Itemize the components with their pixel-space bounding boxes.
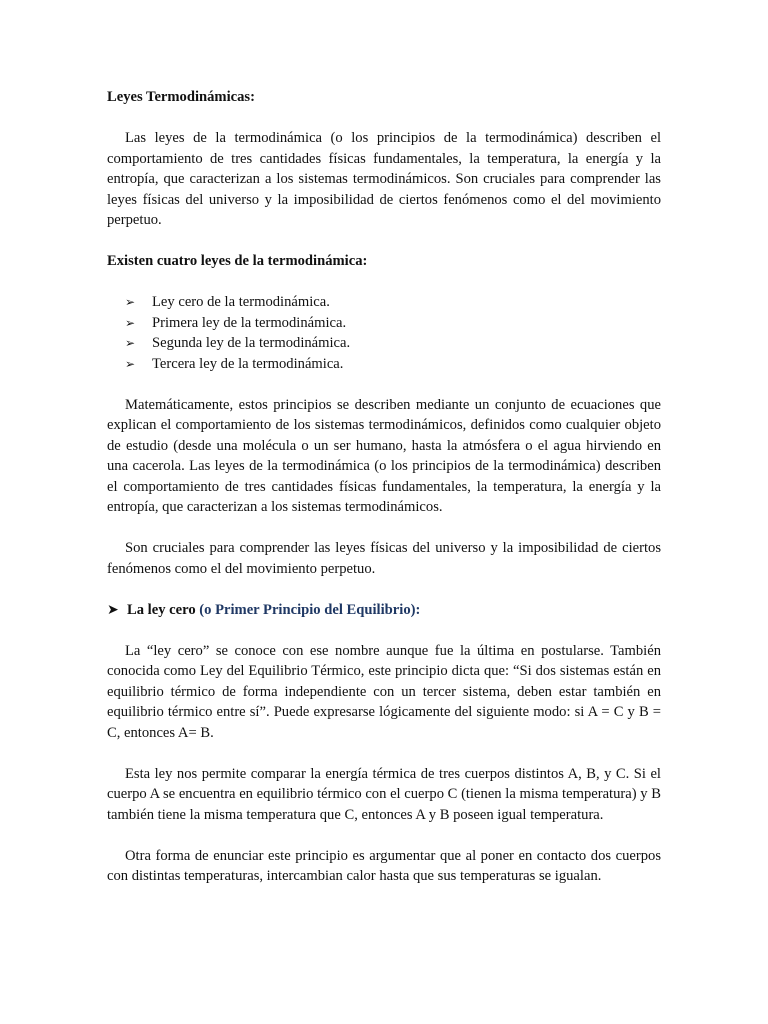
universe-paragraph: Son cruciales para comprender las leyes físicas del universo y la imposibilidad de ciertos fenómenos como el del movimiento perpetuo.: [107, 540, 661, 577]
zero-law-alternate-paragraph: Otra forma de enunciar este principio es argumentar que al poner en contacto dos cuerpos con distintas temperaturas, intercambian calor hasta que sus temperaturas se igualan.: [107, 847, 661, 884]
laws-subtitle: Existen cuatro leyes de la termodinámica:: [107, 253, 368, 269]
list-item-label: Tercera ley de la termodinámica.: [152, 355, 344, 372]
zero-law-definition-paragraph: La “ley cero” se conoce con ese nombre aunque fue la última en postularse. También conocida como Ley del Equilibrio Térmico, este principio dicta que: “Si dos sistemas están en equilibrio térmico de forma independiente con un tercer sistema, deben estar también en equilibrio térmico entre sí”. Puede expresarse lógicamente del siguiente modo: si A = C y B = C, entonces A= B.: [107, 642, 661, 741]
zero-law-heading: [107, 600, 661, 621]
list-item: [107, 333, 661, 354]
list-item-label: Primera ley de la termodinámica.: [152, 314, 347, 331]
list-item-label: Ley cero de la termodinámica.: [152, 294, 330, 310]
arrowhead-bullet-icon: ➢: [125, 315, 136, 330]
intro-paragraph: Las leyes de la termodinámica (o los principios de la termodinámica) describen el comportamiento de tres cantidades físicas fundamentales, la temperatura, la energía y la entropía, que caracterizan a los sistemas termodinámicos. Son cruciales para comprender las leyes físicas del universo y la imposibilidad de ciertos fenómenos como el del movimiento perpetuo.: [107, 130, 661, 228]
laws-list: [107, 292, 661, 374]
math-paragraph: Matemáticamente, estos principios se describen mediante un conjunto de ecuaciones que explican el comportamiento de los sistemas termodinámicos, definidos como cualquier objeto de estudio (desde una molécula o un ser humano, hasta la atmósfera o el agua hirviendo en una cacerola. Las leyes de la termodinámica (o los principios de la termodinámica) describen el comportamiento de tres cantidades físicas fundamentales, la temperatura, la energía y la entropía, que caracterizan a los sistemas termodinámicos.: [107, 396, 661, 515]
arrowhead-bullet-icon: ➢: [125, 356, 136, 371]
list-item: [107, 292, 661, 313]
arrowhead-bullet-icon: ➢: [125, 295, 136, 309]
arrowhead-bullet-icon: ➢: [125, 336, 136, 350]
arrowhead-bullet-icon: ➤: [107, 601, 119, 618]
zero-law-heading-main: La ley cero: [127, 601, 196, 618]
zero-law-comparison-paragraph: Esta ley nos permite comparar la energía térmica de tres cuerpos distintos A, B, y C. Si el cuerpo A se encuentra en equilibrio térmico con el cuerpo C (tienen la misma temperatura) y B también tiene la misma temperatura que C, entonces A y B poseen igual temperatura.: [107, 765, 661, 823]
zero-law-heading-highlight: (o Primer Principio del Equilibrio): [199, 601, 416, 618]
document-title: Leyes Termodinámicas:: [107, 89, 255, 105]
list-item: [107, 354, 661, 375]
document-page: [107, 87, 661, 907]
list-item: [107, 313, 661, 334]
list-item-label: Segunda ley de la termodinámica.: [152, 335, 351, 351]
zero-law-heading-suffix: :: [415, 601, 421, 618]
